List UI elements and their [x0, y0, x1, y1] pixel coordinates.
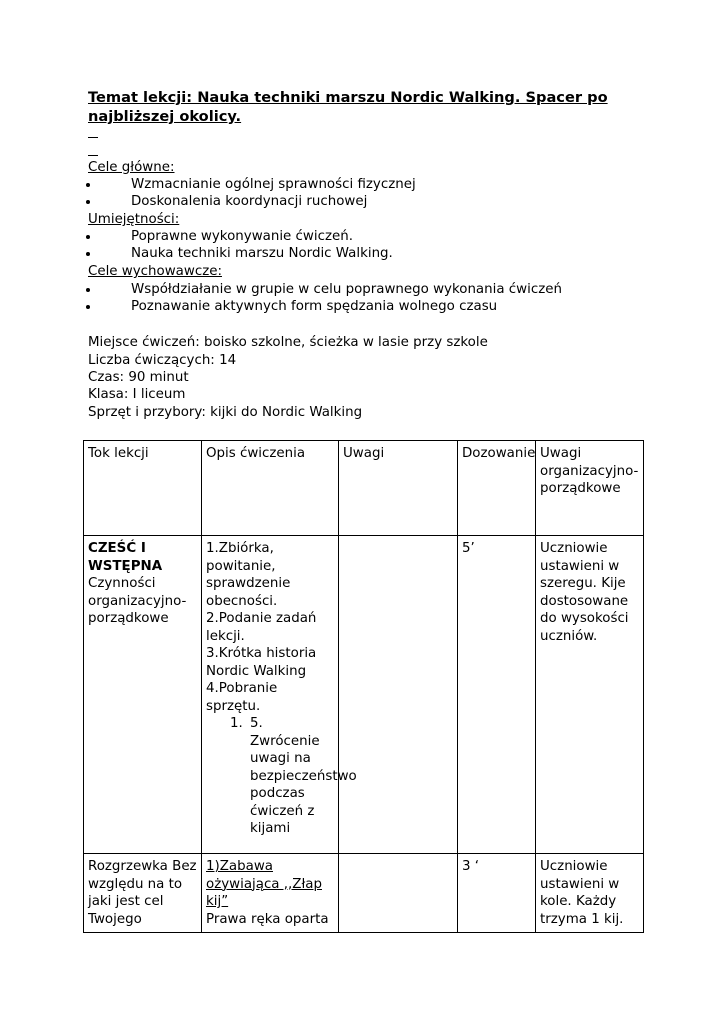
dash-mark: [88, 155, 98, 156]
lesson-plan-table: [83, 440, 644, 933]
bullet-icon: [86, 252, 90, 256]
bullet-icon: [86, 288, 90, 292]
dash-mark: [88, 137, 98, 138]
lesson-title: Temat lekcji: Nauka techniki marszu Nordic Walking. Spacer po najbliższej okolicy.: [88, 89, 608, 125]
bullet-icon: [86, 183, 90, 187]
skills-label: Umiejętności:: [88, 212, 180, 227]
desc-underlined: 1)Zabawa ożywiająca ,,Złap kij”: [206, 859, 322, 909]
desc-line: Prawa ręka oparta: [206, 911, 329, 927]
header-cell: Tok lekcji: [84, 441, 202, 536]
desc-line: 3.Krótka historia Nordic Walking: [206, 646, 317, 679]
info-count: Liczba ćwiczących: 14: [88, 353, 237, 368]
info-time: Czas: 90 minut: [88, 370, 189, 385]
table-cell: [339, 854, 458, 933]
table-cell: Uczniowie ustawieni w szeregu. Kije dostosowane do wysokości uczniów.: [536, 536, 644, 854]
table-cell: 5’: [458, 536, 536, 854]
table-cell: [84, 536, 202, 854]
table-cell: [339, 536, 458, 854]
table-row: [84, 854, 644, 933]
desc-sublist: [206, 715, 357, 838]
table-cell: [202, 854, 339, 933]
header-cell: Opis ćwiczenia: [202, 441, 339, 536]
table-cell: Rozgrzewka Bez względu na to jaki jest cel Twojego: [84, 854, 202, 933]
header-cell: Uwagi: [339, 441, 458, 536]
bullet-icon: [86, 305, 90, 309]
desc-line: 1.Zbiórka, powitanie, sprawdzenie obecności.: [206, 541, 291, 609]
bullet-icon: [86, 235, 90, 239]
bullet-icon: [86, 200, 90, 204]
list-item: 1. 5. Zwrócenie uwagi na bezpieczeństwo podczas ćwiczeń z kijami: [230, 716, 357, 836]
header-cell: Dozowanie: [458, 441, 536, 536]
header-cell: Uwagi organizacyjno-porządkowe: [536, 441, 644, 536]
table-cell: 3 ‘: [458, 854, 536, 933]
table-header-row: [84, 441, 644, 536]
part-subtitle: Czynności organizacyjno-porządkowe: [88, 576, 187, 626]
info-equipment: Sprzęt i przybory: kijki do Nordic Walking: [88, 405, 363, 420]
info-location: Miejsce ćwiczeń: boisko szkolne, ścieżka w lasie przy szkole: [88, 335, 488, 350]
table-row: [84, 536, 644, 854]
table-cell: [202, 536, 357, 854]
part-title: CZEŚĆ I WSTĘPNA: [88, 541, 163, 574]
info-class: Klasa: I liceum: [88, 387, 186, 402]
main-goals-label: Cele główne:: [88, 160, 175, 175]
edu-goals-label: Cele wychowawcze:: [88, 264, 222, 279]
table-cell: Uczniowie ustawieni w kole. Każdy trzyma 1 kij.: [536, 854, 644, 933]
desc-line: 4.Pobranie sprzętu.: [206, 681, 278, 714]
desc-line: 2.Podanie zadań lekcji.: [206, 611, 317, 644]
